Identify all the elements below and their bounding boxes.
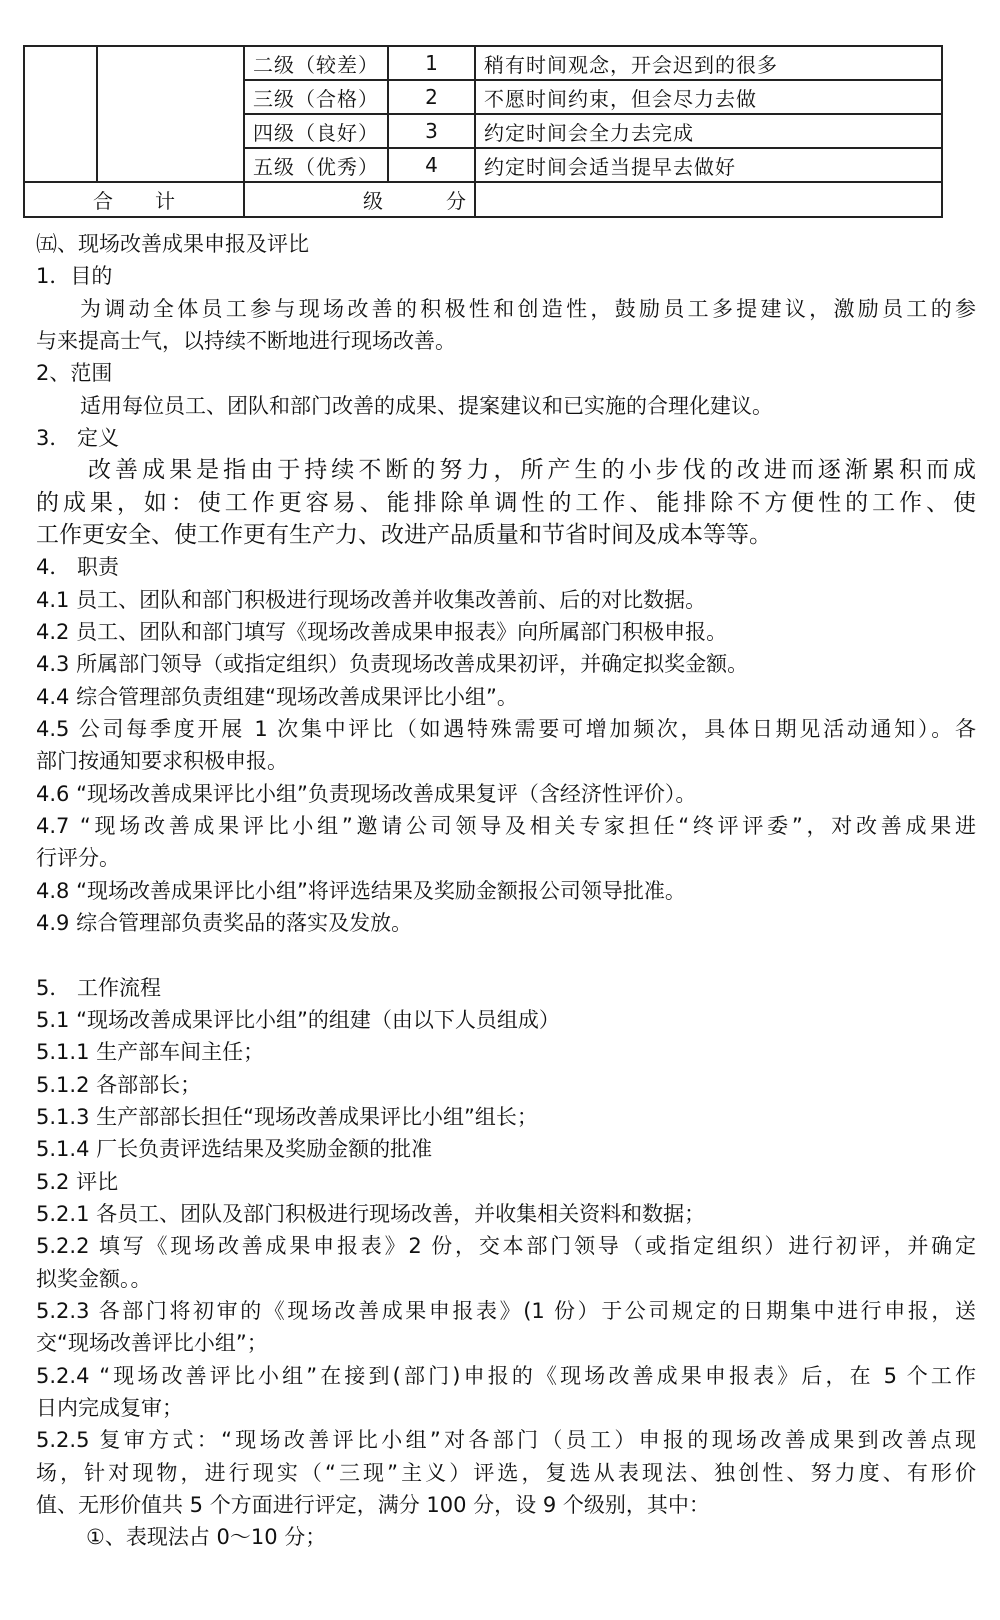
- level-cell: 二级（较差）: [244, 46, 388, 80]
- score-cell: 2: [388, 80, 475, 114]
- workflow-item: 5.1.2 各部部长；: [36, 1073, 202, 1097]
- total-label-cell: [24, 182, 244, 217]
- definition-text: 的成果，如：使工作更容易、能排除单调性的工作、能排除不方便性的工作、使: [36, 490, 976, 516]
- score-cell: 1: [388, 46, 475, 80]
- description-cell: 约定时间会全力去完成: [475, 114, 942, 148]
- purpose-text: 为调动全体员工参与现场改善的积极性和创造性，鼓励员工多提建议，激励员工的参: [80, 297, 976, 321]
- empty-item-cell: [97, 46, 244, 182]
- workflow-item: 5.1 “现场改善成果评比小组”的组建（由以下人员组成）: [36, 1008, 560, 1032]
- description-cell: 不愿时间约束，但会尽力去做: [475, 80, 942, 114]
- workflow-item: ①、表现法占 0～10 分；: [86, 1525, 327, 1549]
- description-cell: 约定时间会适当提早去做好: [475, 148, 942, 182]
- duty-item: 4.8 “现场改善成果评比小组”将评选结果及奖励金额报公司领导批准。: [36, 879, 686, 903]
- section-title: ㈤、现场改善成果申报及评比: [36, 232, 309, 256]
- score-table: [23, 45, 943, 218]
- duty-item: 4.7 “现场改善成果评比小组”邀请公司领导及相关专家担任“终评评委”，对改善成果进: [36, 814, 976, 838]
- level-cell: 三级（合格）: [244, 80, 388, 114]
- score-cell: 3: [388, 114, 475, 148]
- definition-text: 工作更安全、使工作更有生产力、改进产品质量和节省时间及成本等等。: [36, 522, 772, 548]
- level-cell: 五级（优秀）: [244, 148, 388, 182]
- duty-item: 部门按通知要求积极申报。: [36, 749, 288, 773]
- total-score-cell: [244, 182, 475, 217]
- duty-item: 行评分。: [36, 846, 120, 870]
- workflow-item: 场，针对现物，进行现实（“三现”主义）评选，复选从表现法、独创性、努力度、有形价: [36, 1461, 976, 1485]
- workflow-item: 5.1.3 生产部部长担任“现场改善成果评比小组”组长；: [36, 1105, 538, 1129]
- duty-item: 4.9 综合管理部负责奖品的落实及发放。: [36, 911, 413, 935]
- workflow-item: 值、无形价值共 5 个方面进行评定，满分 100 分，设 9 个级别，其中：: [36, 1493, 710, 1517]
- score-cell: 4: [388, 148, 475, 182]
- workflow-item: 5.1.1 生产部车间主任；: [36, 1040, 265, 1064]
- level-cell: 四级（良好）: [244, 114, 388, 148]
- definition-text: 改善成果是指由于持续不断的努力，所产生的小步伐的改进而逐渐累积而成: [88, 457, 976, 483]
- total-score-label: 分: [446, 189, 466, 213]
- workflow-item: 拟奖金额。。: [36, 1267, 152, 1291]
- description-cell: 稍有时间观念，开会迟到的很多: [475, 46, 942, 80]
- scope-text: 适用每位员工、团队和部门改善的成果、提案建议和已实施的合理化建议。: [80, 394, 773, 418]
- duties-heading: 4． 职责: [36, 555, 120, 579]
- duty-item: 4.4 综合管理部负责组建“现场改善成果评比小组”。: [36, 685, 518, 709]
- duty-item: 4.5 公司每季度开展 1 次集中评比（如遇特殊需要可增加频次，具体日期见活动通知）。各: [36, 717, 976, 741]
- workflow-item: 交“现场改善评比小组”；: [36, 1331, 268, 1355]
- purpose-heading: 1．目的: [36, 264, 113, 288]
- total-empty-cell: [475, 182, 942, 217]
- duty-item: 4.2 员工、团队和部门填写《现场改善成果申报表》向所属部门积极申报。: [36, 620, 728, 644]
- workflow-item: 日内完成复审；: [36, 1396, 183, 1420]
- workflow-heading: 5． 工作流程: [36, 976, 162, 1000]
- total-level-label: 级: [363, 189, 383, 213]
- workflow-item: 5.2.3 各部门将初审的《现场改善成果申报表》(1 份）于公司规定的日期集中进行申报，送: [36, 1299, 976, 1323]
- definition-heading: 3． 定义: [36, 426, 120, 450]
- duty-item: 4.3 所属部门领导（或指定组织）负责现场改善成果初评，并确定拟奖金额。: [36, 652, 749, 676]
- empty-category-cell: [24, 46, 97, 182]
- workflow-item: 5.2.2 填写《现场改善成果申报表》2 份，交本部门领导（或指定组织）进行初评，并确定: [36, 1234, 976, 1258]
- workflow-item: 5.2.5 复审方式：“现场改善评比小组”对各部门（员工）申报的现场改善成果到改善点现: [36, 1428, 976, 1452]
- workflow-item: 5.2.4 “现场改善评比小组”在接到(部门)申报的《现场改善成果申报表》后，在 5 个工作: [36, 1364, 976, 1388]
- scope-heading: 2、范围: [36, 361, 113, 385]
- purpose-text: 与来提高士气，以持续不断地进行现场改善。: [36, 329, 456, 353]
- workflow-item: 5.2.1 各员工、团队及部门积极进行现场改善，并收集相关资料和数据；: [36, 1202, 706, 1226]
- duty-item: 4.6 “现场改善成果评比小组”负责现场改善成果复评（含经济性评价）。: [36, 782, 697, 806]
- workflow-item: 5.1.4 厂长负责评选结果及奖励金额的批准: [36, 1137, 433, 1161]
- total-label-ji: 计: [155, 189, 175, 213]
- total-label-he: 合: [93, 189, 113, 213]
- table-row: [24, 46, 942, 80]
- duty-item: 4.1 员工、团队和部门积极进行现场改善并收集改善前、后的对比数据。: [36, 588, 707, 612]
- total-row: [24, 182, 942, 217]
- workflow-item: 5.2 评比: [36, 1170, 119, 1194]
